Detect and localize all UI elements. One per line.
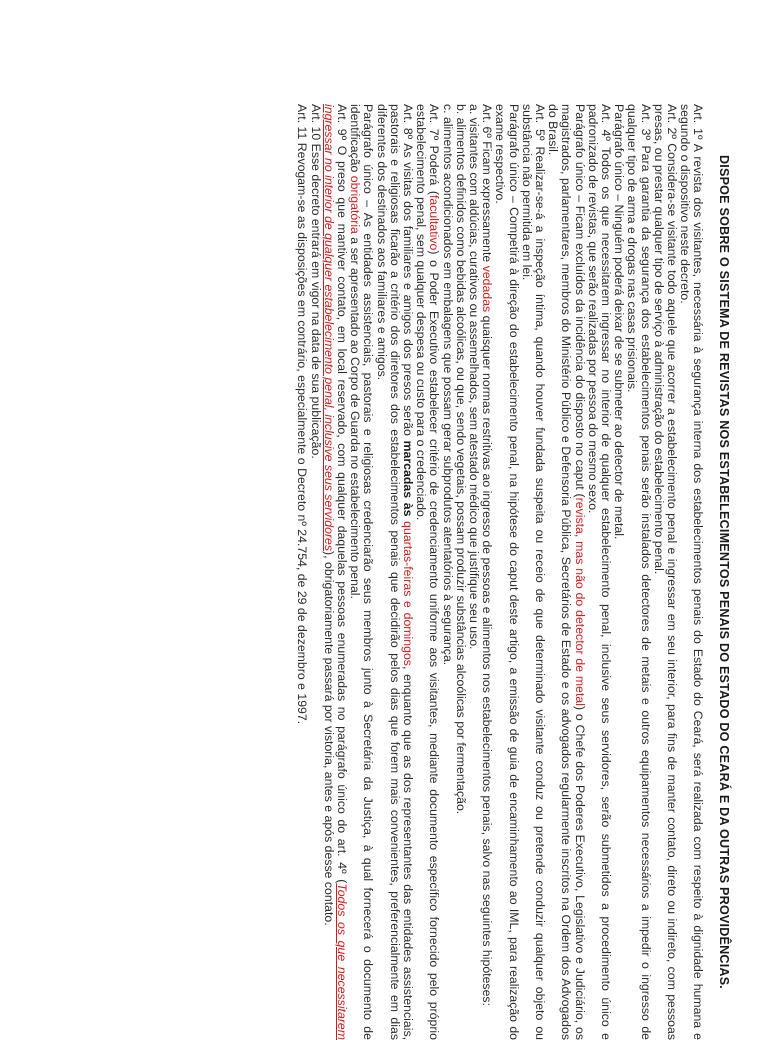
paragraph-text: a. visitantes com aldúcias, curativos ou assemelhados, sem atestado médico que justifique seu uso. (466, 104, 481, 650)
paragraph (440, 104, 453, 1040)
paragraph-text: Parágrafo único – As entidades assistenciais, pastorais e religiosas credenciarão seus membros junto à Secretária da Justiça, à qual fornecerá o documento de identificação (348, 104, 376, 1040)
paragraph-text: Art. 7º Poderá ( (427, 104, 442, 196)
paragraph-text: vedadas (480, 265, 495, 313)
paragraph-text: Art. 2º Considera-se visitante todo aquele que acorrer a estabelecimento penal e ingressar em seu interior, para fins de manter contato, direto ou indireto, com pessoas presas, ou prestar qualquer tipo de serviço à administração do estabelecimento penal. (651, 104, 679, 1040)
paragraph-text: c. alimentos acondicionados em embalagens que possam gerar subprodutos atentatórios à segurança. (440, 104, 455, 666)
document-page (70, 104, 730, 1040)
paragraph-text: Art. 4º Todos os que necessitarem ingressar no interior de qualquer estabelecimento penal, inclusive seus servidores, serão submetidos a procedimento único e padronizado de revistas, que serão realizadas por pessoa do mesmo sexo. (585, 104, 613, 1040)
paragraph (295, 104, 308, 1040)
paragraph (612, 104, 625, 1040)
paragraph-text: facultativo (427, 195, 442, 251)
paragraph-text: Art. 1º A revista dos visitantes, necessária à segurança interna dos estabelecimentos penais do Estado do Ceará, será realizada com respeito à dignidade humana e segundo o dispositivo neste decreto. (678, 104, 706, 1040)
paragraph-text: Todos os que necessitarem ingressar no interior de qualquer estabelecimento penal, inclusive seus servidores (321, 104, 349, 1040)
document-body (295, 104, 704, 1040)
paragraph-text: Art. 10 Esse decreto entrará em vigor na data de sua publicação. (308, 104, 323, 459)
paragraph-text: ) o Chefe dos Poderes Executivo, Legislativo e Judiciário, os magistrados, parlamentares, membros do Ministério Público e Defensoria Pública, Secretários de Estado e os advogados regularmente inscritos na Ordem dos Advogados do Brasil. (546, 104, 587, 1040)
paragraph (586, 104, 612, 1040)
paragraph-text: , enquanto que as dos representantes das entidades assistenciais, pastorais e religiosas ficarão a critério dos diretores dos estabelecimentos penais que decidirão pelos dias que forem mais convenientes, preferencialmente em dias diferentes dos destinados aos familiares e amigos. (374, 104, 415, 1040)
paragraph-text: Parágrafo único – Competirá à direção do estabelecimento penal, na hipótese do caput deste artigo, a emissão de guia de encaminhamento ao IML, para realização do exame respectivo. (493, 104, 521, 1040)
paragraph-text: revista, mas não do detector de metal (572, 497, 587, 706)
paragraph-text: b. alimentos definidos como bebidas alcoólicas, ou que, sendo vegetais, possam produzir substâncias alcoólicas por fermentação. (453, 104, 468, 815)
paragraph-text: Art. 3º Para garantia da segurança dos estabelecimentos penais serão instalados detectores de metais e outros equipamentos necessários a impedir o ingresso de qualquer tipo de arma e drogas nas casas prisionais. (625, 104, 653, 1040)
paragraph (546, 104, 586, 1040)
paragraph-text: obrigatória (348, 175, 363, 234)
paragraph (493, 104, 519, 1040)
paragraph (348, 104, 374, 1040)
paragraph (467, 104, 480, 1040)
paragraph (652, 104, 678, 1040)
paragraph-text: Art. 6º Ficam expressamente (480, 104, 495, 266)
paragraph-text: Art. 5º Realizar-se-á a inspeção íntima, quando houver fundada suspeita ou receio de que determinado visitante conduz ou pretende conduzir qualquer objeto ou substância não permitida em lei. (519, 104, 547, 1040)
paragraph (520, 104, 546, 1040)
paragraph-text: ) o Poder Executivo estabelecer critério de credenciamento uniforme aos visitantes, mediante documento específico fornecido pelo próprio estabelecimento penal, sem qualquer despesa ou custo para o credenciado. (414, 104, 442, 1040)
paragraph (625, 104, 651, 1040)
paragraph-text: a ser apresentado ao Corpo de Guarda no estabelecimento penal. (348, 233, 363, 599)
paragraph (480, 104, 493, 1040)
paragraph-text: Art. 8º As visitas dos familiares e amigos dos presos serão (400, 104, 415, 441)
paragraph (678, 104, 704, 1040)
paragraph (308, 104, 321, 1040)
paragraph-text: Parágrafo único – Ninguém poderá deixar de se submeter ao detector de metal. (612, 104, 627, 540)
paragraph-text: quartas-feiras e domingos (400, 521, 415, 666)
paragraph-text: marcadas às (400, 440, 415, 522)
paragraph (374, 104, 414, 1040)
paragraph-text: Art. 11 Revogam-se as disposições em contrário, especialmente o Decreto nº 24.754, de 29 de dezembro e 1997. (295, 104, 310, 725)
paragraph (454, 104, 467, 1040)
document-title: DISPOE SOBRE O SISTEMA DE REVISTAS NOS ESTABELECIMENTOS PENAIS DO ESTADO DO CEARÁ E DA OUTRAS PROVIDÊNCIAS. (717, 154, 731, 990)
paragraph (414, 104, 440, 1040)
paragraph-text: Art. 9º O preso que mantiver contato, em local reservado, com qualquer daquelas pessoas enumeradas no parágrafo único do art. 4º ( (334, 104, 349, 884)
paragraph-text: ), obrigatoriamente passará por vistoria, antes e após desse contato. (321, 551, 336, 926)
paragraph-text: Parágrafo único – Ficam excluídos da incidência do disposto no caput ( (572, 104, 587, 498)
paragraph-text: quaisquer normas restritivas ao ingresso de pessoas e alimentos nos estabelecimentos penais, salvo nas seguintes hipóteses: (480, 312, 495, 1006)
paragraph (322, 104, 348, 1040)
